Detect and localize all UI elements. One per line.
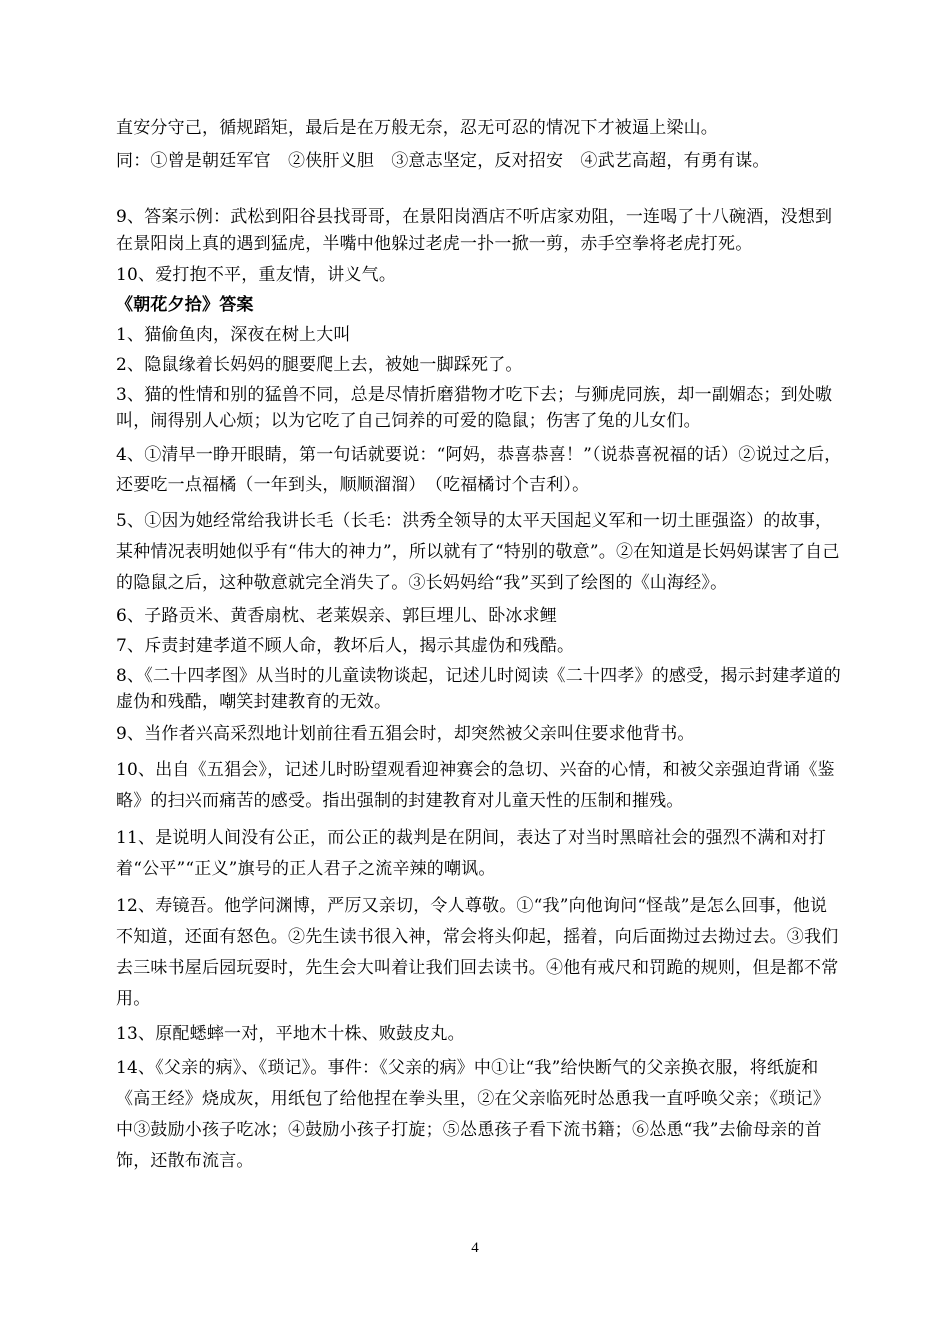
list-item-10: 10、出自《五猖会》，记述儿时盼望观看迎神赛会的急切、兴奋的心情，和被父亲强迫背诵《鉴略》的扫兴而痛苦的感受。指出强制的封建教育对儿童天性的压制和摧残。 (116, 760, 835, 811)
intro-section (116, 116, 844, 174)
list-item-11: 11、是说明人间没有公正，而公正的裁判是在阴间，表达了对当时黑暗社会的强烈不满和对打着“公平”“正义”旗号的正人君子之流辛辣的嘲讽。 (116, 828, 827, 879)
paragraph-similarities: 同：①曾是朝廷军官 ②侠肝义胆 ③意志坚定，反对招安 ④武艺高超，有勇有谋。 (116, 151, 770, 171)
page-number: 4 (471, 1240, 479, 1256)
list-item-8: 8、《二十四孝图》从当时的儿童读物谈起，记述儿时阅读《二十四孝》的感受，揭示封建孝道的虚伪和残酷，嘲笑封建教育的无效。 (116, 666, 841, 712)
list-item-12: 12、寿镜吾。他学问渊博，严厉又亲切，令人尊敬。①“我”向他询问“怪哉”是怎么回事，他说不知道，还面有怒色。②先生读书很入神，常会将头仰起，摇着，向后面拗过去拗过去。③我们去三味书屋后园玩耍时，先生会大叫着让我们回去读书。④他有戒尺和罚跪的规则，但是都不常用。 (116, 896, 839, 1009)
list-item-9: 9、当作者兴高采烈地计划前往看五猖会时，却突然被父亲叫住要求他背书。 (116, 724, 695, 744)
list-item-1: 1、猫偷鱼肉，深夜在树上大叫 (116, 325, 351, 345)
paragraph-answer-10: 10、爱打抱不平，重友情，讲义气。 (116, 265, 397, 285)
list-item-13: 13、原配蟋蟀一对，平地木十株、败鼓皮丸。 (116, 1024, 465, 1044)
zhaohua-section (116, 292, 844, 1177)
list-item-7: 7、斥责封建孝道不顾人命，教坏后人，揭示其虚伪和残酷。 (116, 636, 575, 656)
list-item-5: 5、①因为她经常给我讲长毛（长毛：洪秀全领导的太平天国起义军和一切土匪强盗）的故事，某种情况表明她似乎有“伟大的神力”，所以就有了“特别的敬意”。②在知道是长妈妈谋害了自己的隐鼠之后，这种敬意就完全消失了。③长妈妈给“我”买到了绘图的《山海经》。 (116, 511, 840, 593)
section-heading: 《朝花夕拾》答案 (116, 295, 254, 315)
list-item-14: 14、《父亲的病》、《琐记》。事件：《父亲的病》中①让“我”给快断气的父亲换衣服，将纸旋和《高王经》烧成灰，用纸包了给他捏在拳头里，②在父亲临死时怂恿我一直呼唤父亲；《琐记》中③鼓励小孩子吃冰；④鼓励小孩子打旋；⑤怂恿孩子看下流书籍；⑥怂恿“我”去偷母亲的首饰，还散布流言。 (116, 1058, 830, 1171)
list-item-3: 3、猫的性情和别的猛兽不同，总是尽情折磨猎物才吃下去；与狮虎同族，却一副媚态；到处嗷叫，闹得别人心烦；以为它吃了自己饲养的可爱的隐鼠；伤害了兔的儿女们。 (116, 385, 833, 431)
list-item-2: 2、隐鼠缘着长妈妈的腿要爬上去，被她一脚踩死了。 (116, 355, 523, 375)
paragraph-continuation: 直安分守己，循规蹈矩，最后是在万般无奈，忍无可忍的情况下才被逼上梁山。 (116, 118, 718, 138)
answer-block-a (116, 204, 844, 289)
list-item-6: 6、子路贡米、黄香扇枕、老莱娱亲、郭巨埋儿、卧冰求鲤 (116, 606, 558, 626)
paragraph-answer-9: 9、答案示例：武松到阳谷县找哥哥，在景阳岗酒店不听店家劝阻，一连喝了十八碗酒，没想到在景阳岗上真的遇到猛虎，半嘴中他躲过老虎一扑一掀一剪，赤手空拳将老虎打死。 (116, 207, 833, 254)
list-item-4: 4、①清早一睁开眼睛，第一句话就要说：“阿妈，恭喜恭喜！”（说恭喜祝福的话）②说过之后，还要吃一点福橘（一年到头，顺顺溜溜） （吃福橘讨个吉利）。 (116, 445, 842, 495)
